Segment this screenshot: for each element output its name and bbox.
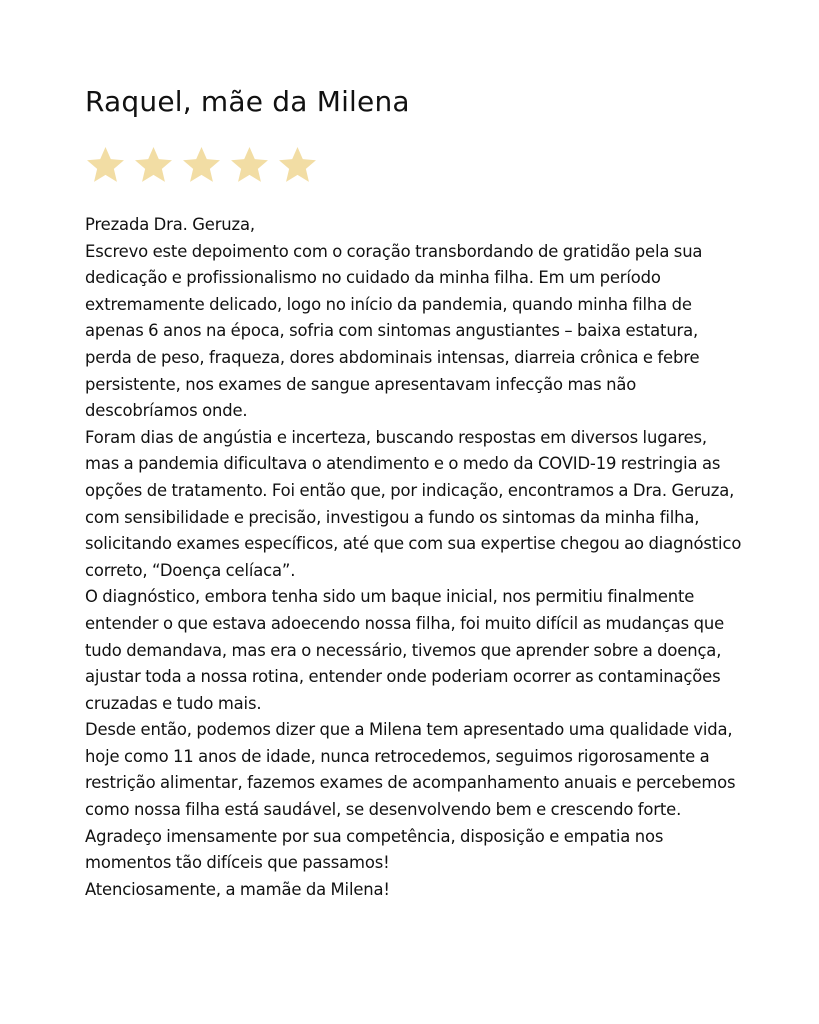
star-rating	[85, 144, 745, 186]
star-icon	[181, 145, 222, 186]
testimonial-author: Raquel, mãe da Milena	[85, 85, 410, 118]
testimonial-text: Prezada Dra. Geruza, Escrevo este depoimento com o coração transbordando de gratidão pela sua dedicação e profissionalismo no cuidado da minha filha. Em um período extremamente delicado, logo no início da pandemia, quando minha filha de apenas 6 anos na época, sofria com sintomas angustiantes – baixa estatura, perda de peso, fraqueza, dores abdominais intensas, diarreia crônica e febre persistente, nos exames de sangue apresentavam infecção mas não descobríamos onde. Foram dias de angústia e incerteza, buscando respostas em diversos lugares, mas a pandemia dificultava o atendimento e o medo da COVID-19 restringia as opções de tratamento. Foi então que, por indicação, encontramos a Dra. Geruza, com sensibilidade e precisão, investigou a fundo os sintomas da minha filha, solicitando exames específicos, até que com sua expertise chegou ao diagnóstico correto, “Doença celíaca”. O diagnóstico, embora tenha sido um baque inicial, nos permitiu finalmente entender o que estava adoecendo nossa filha, foi muito difícil as mudanças que tudo demandava, mas era o necessário, tivemos que aprender sobre a doença, ajustar toda a nossa rotina, entender onde poderiam ocorrer as contaminações cruzadas e tudo mais. Desde então, podemos dizer que a Milena tem apresentado uma qualidade vida, hoje como 11 anos de idade, nunca retrocedemos, seguimos rigorosamente a restrição alimentar, fazemos exames de acompanhamento anuais e percebemos como nossa filha está saudável, se desenvolvendo bem e crescendo forte. Agradeço imensamente por sua competência, disposição e empatia nos momentos tão difíceis que passamos! Atenciosamente, a mamãe da Milena!	[85, 215, 742, 899]
star-icon	[85, 145, 126, 186]
star-icon	[277, 145, 318, 186]
testimonial-card	[85, 82, 745, 903]
star-icon	[133, 145, 174, 186]
star-icon	[229, 145, 270, 186]
